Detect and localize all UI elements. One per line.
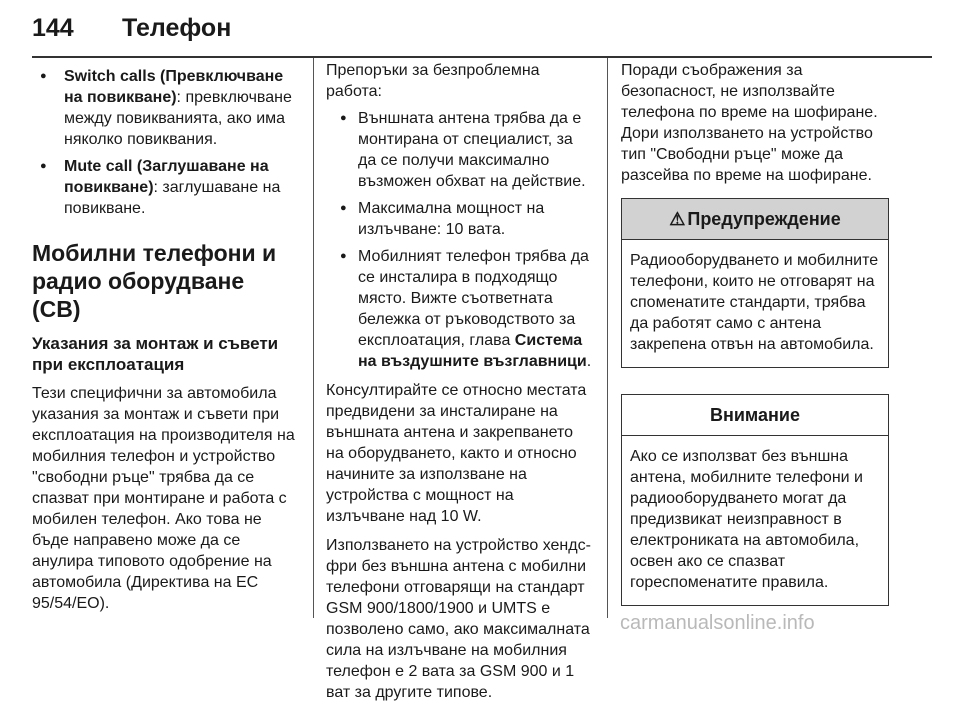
warning-title: Предупреждение [687, 209, 841, 229]
page-number: 144 [32, 14, 74, 42]
caution-text: Ако се използват без външна антена, мобилните телефони и радиооборудването могат да предизвикат неизправност в електрониката на автомобила, освен ако се спазват гореспоменатите правила. [630, 448, 863, 591]
column-right [621, 60, 889, 606]
warning-triangle-icon: ⚠ [669, 209, 686, 229]
column-middle [326, 60, 592, 703]
watermark: carmanualsonline.info [620, 612, 815, 634]
bullet-switch-calls [32, 66, 298, 150]
airbag-chapter-ref: Система на въздушните възглавници [358, 332, 587, 370]
column-divider-1 [313, 58, 314, 618]
paragraph-safety: Поради съображения за безопасност, не използвайте телефона по време на шофиране. Дори използването на устройство тип "Свободни ръце" може да разсейва по време на шофиране. [621, 62, 878, 184]
warning-text: Радиооборудването и мобилните телефони, които не отговарят на споменатите стандарти, трябва да работят само с антена закрепена отвън на автомобила. [630, 252, 879, 353]
intro-text: Препоръки за безпроблемна работа: [326, 62, 540, 100]
paragraph-installation: Тези специфични за автомобила указания за монтаж и съвети при експлоатация на производителя на мобилния телефон и устройство "свободни ръце" трябва да се спазват при монтиране и работа с мобилен телефон. Ако това не бъде направено може да се анулира типовото одобрение на автомобила (Директива на ЕС 95/54/ЕО). [32, 385, 295, 612]
section-heading: Мобилни телефони и радио оборудване (CB) [32, 240, 277, 322]
subsection-heading: Указания за монтаж и съвети при експлоатация [32, 334, 279, 374]
caution-title: Внимание [622, 395, 888, 436]
bullet-text: : заглушаване на повикване. [64, 179, 281, 217]
caution-box [621, 394, 889, 606]
bullet-term: Mute call (Заглушаване на повикване) [64, 158, 269, 196]
page-title: Телефон [122, 14, 232, 42]
bullet-antenna: ● Външната антена трябва да е монтирана от специалист, за да се получи максимално възможен обхват на действие. [326, 108, 592, 192]
paragraph-handsfree: Използването на устройство хендс-фри без външна антена с мобилни телефони отговарящи на стандарт GSM 900/1800/1900 и UMTS е позволено само, ако максималната сила на излъчване на мобилния телефон е 2 вата за GSM 900 и 1 ват за другите типове. [326, 537, 591, 701]
paragraph-consult: Консултирайте се относно местата предвидени за инсталиране на външната антена и закрепването на оборудването, както и относно начините за използване на устройства с мощност на излъчване над 10 W. [326, 382, 587, 525]
bullet-phone-placement [326, 246, 592, 372]
bullet-end: . [586, 353, 592, 370]
bullet-text: Мобилният телефон трябва да се инсталира в подходящо място. Вижте съответната бележка от ръководството за експлоатация, глава [358, 248, 589, 349]
bullet-text: : превключване между повикванията, ако има няколко повиквания. [64, 89, 292, 148]
warning-box [621, 198, 889, 368]
column-divider-2 [607, 58, 608, 618]
bullet-max-power: ● Максимална мощност на излъчване: 10 вата. [326, 198, 592, 240]
page-header [32, 14, 932, 54]
bullet-mute-call [32, 156, 298, 219]
header-rule [32, 56, 932, 58]
bullet-term: Switch calls (Превключване на повикване) [64, 68, 284, 106]
column-left [32, 60, 298, 614]
warning-header [622, 199, 888, 240]
